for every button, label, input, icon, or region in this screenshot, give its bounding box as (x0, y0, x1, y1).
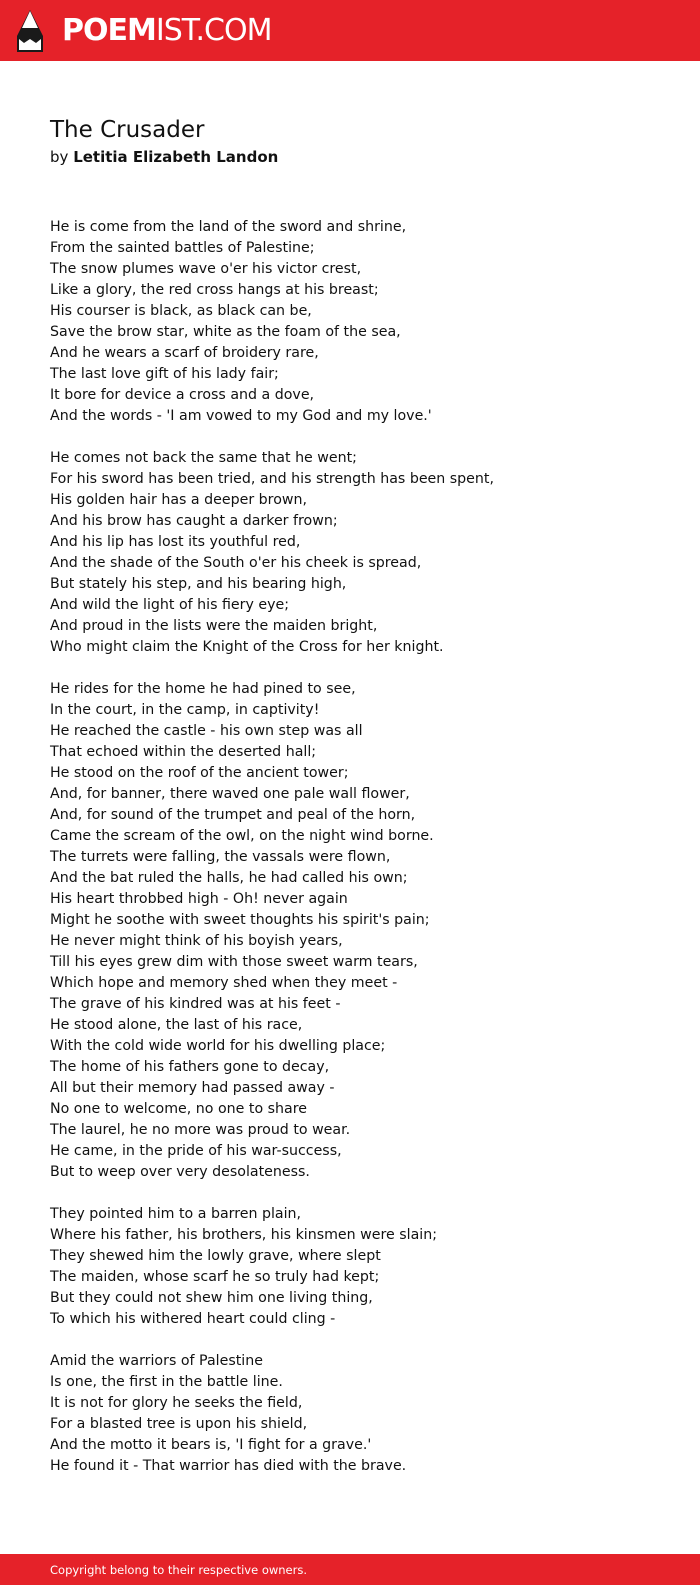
poem-content (50, 114, 650, 1498)
poem-line: He is come from the land of the sword and shrine, (50, 219, 407, 235)
poem-line: He came, in the pride of his war-success, (50, 1143, 342, 1159)
pencil-tip-icon[interactable] (17, 10, 43, 52)
poem-line: Till his eyes grew dim with those sweet warm tears, (50, 954, 418, 970)
poem-line: The maiden, whose scarf he so truly had kept; (50, 1269, 380, 1285)
poem-line: But stately his step, and his bearing high, (50, 576, 347, 592)
poem-line: And, for sound of the trumpet and peal of the horn, (50, 807, 416, 823)
poem-line: It is not for glory he seeks the field, (50, 1395, 303, 1411)
poem-line: And his brow has caught a darker frown; (50, 513, 338, 529)
poem-line: In the court, in the camp, in captivity! (50, 702, 320, 718)
poem-line: His heart throbbed high - Oh! never again (50, 891, 348, 907)
poem-line: He stood on the roof of the ancient tower; (50, 765, 349, 781)
poem-title: The Crusader (50, 117, 205, 143)
poem-line: That echoed within the deserted hall; (50, 744, 317, 760)
poem-stanza (50, 217, 650, 427)
poem-body (50, 217, 650, 1477)
poem-line: With the cold wide world for his dwelling place; (50, 1038, 386, 1054)
poem-line: Save the brow star, white as the foam of the sea, (50, 324, 401, 340)
site-header (0, 0, 700, 61)
poem-line: The grave of his kindred was at his feet - (50, 996, 341, 1012)
poem-line: Which hope and memory shed when they meet - (50, 975, 398, 991)
poem-line: The laurel, he no more was proud to wear. (50, 1122, 351, 1138)
poem-line: And the motto it bears is, 'I fight for a grave.' (50, 1437, 372, 1453)
poem-line: And proud in the lists were the maiden bright, (50, 618, 378, 634)
brand-rest: IST.COM (155, 13, 272, 48)
poem-line: From the sainted battles of Palestine; (50, 240, 315, 256)
poem-line: Like a glory, the red cross hangs at his breast; (50, 282, 379, 298)
poem-line: He found it - That warrior has died with the brave. (50, 1458, 407, 1474)
poem-line: Who might claim the Knight of the Cross for her knight. (50, 639, 444, 655)
site-footer (0, 1554, 700, 1585)
poem-line: And he wears a scarf of broidery rare, (50, 345, 319, 361)
poem-line: And, for banner, there waved one pale wall flower, (50, 786, 410, 802)
poem-stanza (50, 448, 650, 658)
poem-line: And the shade of the South o'er his cheek is spread, (50, 555, 422, 571)
poem-line: They pointed him to a barren plain, (50, 1206, 302, 1222)
poem-line: He never might think of his boyish years, (50, 933, 343, 949)
poem-line: For a blasted tree is upon his shield, (50, 1416, 308, 1432)
poem-line: The snow plumes wave o'er his victor crest, (50, 261, 362, 277)
poem-line: The home of his fathers gone to decay, (50, 1059, 330, 1075)
poem-line: No one to welcome, no one to share (50, 1101, 307, 1117)
poem-line: And the bat ruled the halls, he had called his own; (50, 870, 408, 886)
site-logo-text[interactable] (62, 12, 271, 50)
poem-line: The turrets were falling, the vassals were flown, (50, 849, 391, 865)
poem-line: Amid the warriors of Palestine (50, 1353, 263, 1369)
poem-byline (50, 146, 650, 168)
poem-line: And the words - 'I am vowed to my God and my love.' (50, 408, 432, 424)
poem-line: All but their memory had passed away - (50, 1080, 335, 1096)
poem-line: For his sword has been tried, and his strength has been spent, (50, 471, 494, 487)
poem-line: But they could not shew him one living thing, (50, 1290, 373, 1306)
poem-line: He comes not back the same that he went; (50, 450, 357, 466)
byline-prefix: by (50, 148, 69, 166)
poem-line: He stood alone, the last of his race, (50, 1017, 303, 1033)
poem-line: Came the scream of the owl, on the night wind borne. (50, 828, 434, 844)
poem-line: Might he soothe with sweet thoughts his spirit's pain; (50, 912, 430, 928)
poem-line: He rides for the home he had pined to see, (50, 681, 356, 697)
poem-line: And his lip has lost its youthful red, (50, 534, 301, 550)
brand-bold: POEM (62, 13, 156, 48)
copyright-notice: Copyright belong to their respective owners. (50, 1563, 308, 1577)
poem-stanza (50, 1204, 650, 1330)
poem-stanza (50, 679, 650, 1183)
poem-line: But to weep over very desolateness. (50, 1164, 310, 1180)
poem-line: Is one, the first in the battle line. (50, 1374, 283, 1390)
poem-line: They shewed him the lowly grave, where slept (50, 1248, 381, 1264)
poem-author[interactable]: Letitia Elizabeth Landon (73, 148, 279, 166)
poem-line: Where his father, his brothers, his kinsmen were slain; (50, 1227, 437, 1243)
poem-line: His golden hair has a deeper brown, (50, 492, 307, 508)
poem-line: To which his withered heart could cling - (50, 1311, 336, 1327)
poem-line: He reached the castle - his own step was all (50, 723, 363, 739)
poem-line: And wild the light of his fiery eye; (50, 597, 290, 613)
poem-line: His courser is black, as black can be, (50, 303, 312, 319)
poem-line: The last love gift of his lady fair; (50, 366, 279, 382)
poem-stanza (50, 1351, 650, 1477)
poem-line: It bore for device a cross and a dove, (50, 387, 315, 403)
